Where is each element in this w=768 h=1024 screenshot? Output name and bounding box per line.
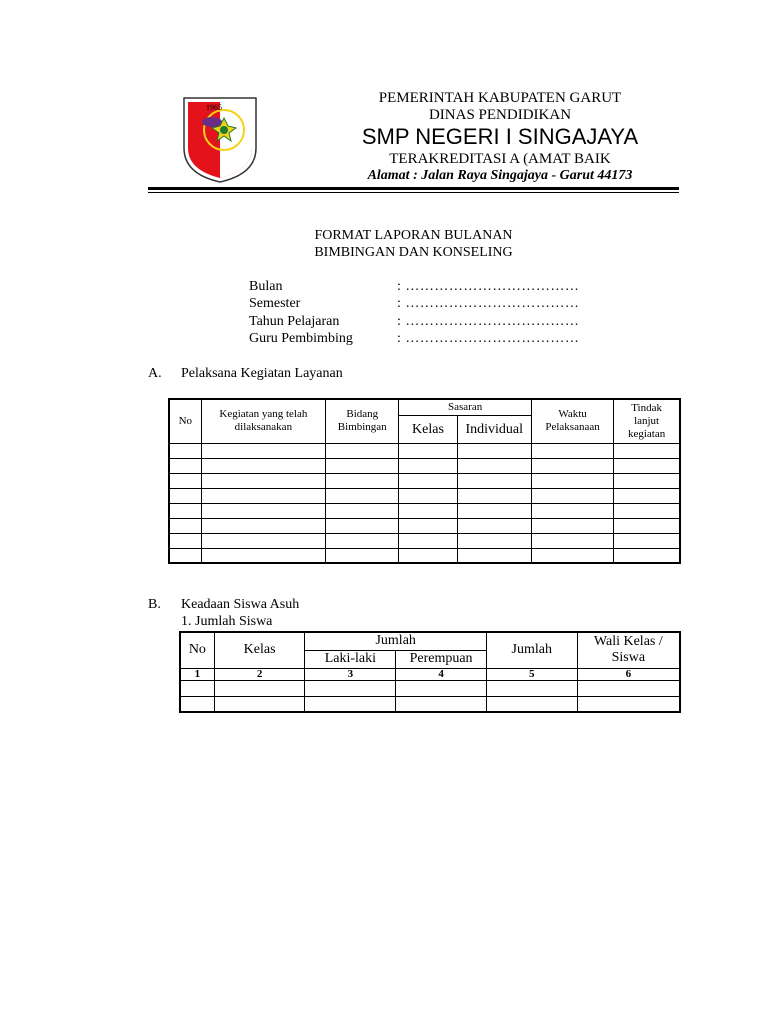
table-cell[interactable] (614, 548, 680, 563)
table-cell[interactable] (399, 533, 457, 548)
table-cell[interactable] (214, 696, 305, 712)
table-cell[interactable] (169, 503, 201, 518)
table-cell[interactable] (531, 443, 613, 458)
table-row (169, 548, 680, 563)
table-cell[interactable] (169, 518, 201, 533)
table-row (169, 533, 680, 548)
table-cell[interactable] (531, 518, 613, 533)
document-subtitle: BIMBINGAN DAN KONSELING (314, 245, 513, 260)
field-value-bulan[interactable]: : ……………………………… (397, 279, 580, 294)
section-a-letter: A. (148, 366, 162, 381)
student-count-table (179, 631, 681, 713)
table-cell[interactable] (399, 473, 457, 488)
header-rule-thick (148, 187, 679, 190)
colb-num: 6 (577, 668, 680, 680)
table-cell[interactable] (214, 680, 305, 696)
activity-table (168, 398, 681, 564)
table-cell[interactable] (180, 696, 214, 712)
field-value-tahun-pelajaran[interactable]: : ……………………………… (397, 314, 580, 329)
table-cell[interactable] (326, 533, 399, 548)
table-cell[interactable] (577, 680, 680, 696)
colb-perempuan: Perempuan (396, 650, 487, 668)
table-cell[interactable] (326, 473, 399, 488)
table-cell[interactable] (531, 458, 613, 473)
table-cell[interactable] (457, 533, 531, 548)
table-row (169, 488, 680, 503)
table-cell[interactable] (399, 458, 457, 473)
colb-wali-kelas: Wali Kelas / Siswa (577, 632, 680, 668)
colb-jumlah: Jumlah (486, 632, 577, 668)
table-cell[interactable] (396, 696, 487, 712)
col-tindak-lanjut: Tindak lanjut kegiatan (614, 399, 680, 443)
table-cell[interactable] (201, 458, 325, 473)
table-cell[interactable] (326, 518, 399, 533)
table-cell[interactable] (457, 503, 531, 518)
table-cell[interactable] (457, 518, 531, 533)
table-cell[interactable] (326, 458, 399, 473)
colb-num: 5 (486, 668, 577, 680)
table-cell[interactable] (201, 518, 325, 533)
table-cell[interactable] (614, 533, 680, 548)
col-no: No (169, 399, 201, 443)
table-cell[interactable] (169, 488, 201, 503)
student-count-body (180, 680, 680, 712)
table-cell[interactable] (201, 533, 325, 548)
table-cell[interactable] (486, 680, 577, 696)
activity-table-body (169, 443, 680, 563)
col-waktu: Waktu Pelaksanaan (531, 399, 613, 443)
table-cell[interactable] (305, 696, 396, 712)
table-cell[interactable] (531, 533, 613, 548)
col-sasaran: Sasaran (399, 399, 532, 415)
table-cell[interactable] (399, 443, 457, 458)
accreditation-line: TERAKREDITASI A (AMAT BAIK (389, 151, 611, 167)
table-cell[interactable] (614, 473, 680, 488)
section-b-title: Keadaan Siswa Asuh (181, 597, 300, 612)
table-cell[interactable] (531, 488, 613, 503)
colb-jumlah-group: Jumlah (305, 632, 486, 650)
table-cell[interactable] (614, 488, 680, 503)
table-cell[interactable] (457, 473, 531, 488)
table-row (180, 680, 680, 696)
table-cell[interactable] (457, 458, 531, 473)
school-logo (180, 96, 260, 184)
department-line: DINAS PENDIDIKAN (428, 107, 572, 123)
field-label-guru-pembimbing: Guru Pembimbing (249, 331, 353, 346)
section-a-title: Pelaksana Kegiatan Layanan (181, 366, 343, 381)
section-b-letter: B. (148, 597, 161, 612)
table-cell[interactable] (169, 533, 201, 548)
table-cell[interactable] (457, 548, 531, 563)
col-bidang: Bidang Bimbingan (326, 399, 399, 443)
table-cell[interactable] (531, 473, 613, 488)
col-individual: Individual (457, 415, 531, 443)
table-cell[interactable] (201, 503, 325, 518)
colb-num: 1 (180, 668, 214, 680)
table-cell[interactable] (399, 548, 457, 563)
document-title: FORMAT LAPORAN BULANAN (314, 228, 513, 243)
colb-num: 2 (214, 668, 305, 680)
table-cell[interactable] (457, 443, 531, 458)
table-cell[interactable] (457, 488, 531, 503)
table-cell[interactable] (396, 680, 487, 696)
field-label-tahun-pelajaran: Tahun Pelajaran (249, 314, 340, 329)
table-row (169, 443, 680, 458)
school-name: SMP NEGERI I SINGAJAYA (361, 124, 639, 149)
table-cell[interactable] (326, 548, 399, 563)
table-cell[interactable] (614, 443, 680, 458)
table-row (169, 473, 680, 488)
colb-num: 3 (305, 668, 396, 680)
col-kelas: Kelas (399, 415, 457, 443)
table-cell[interactable] (201, 473, 325, 488)
field-label-semester: Semester (249, 296, 301, 311)
section-b-subtitle: 1. Jumlah Siswa (181, 614, 273, 629)
field-label-bulan: Bulan (249, 279, 283, 294)
table-cell[interactable] (169, 443, 201, 458)
table-cell[interactable] (326, 443, 399, 458)
table-row (169, 458, 680, 473)
table-cell[interactable] (201, 488, 325, 503)
colb-kelas: Kelas (214, 632, 305, 668)
table-cell[interactable] (169, 458, 201, 473)
address-line: Alamat : Jalan Raya Singajaya - Garut 44173 (367, 168, 633, 183)
table-cell[interactable] (614, 503, 680, 518)
table-cell[interactable] (531, 503, 613, 518)
logo-year: 1965 (206, 103, 222, 112)
table-cell[interactable] (180, 680, 214, 696)
table-row (169, 503, 680, 518)
table-cell[interactable] (399, 488, 457, 503)
table-cell[interactable] (577, 696, 680, 712)
table-cell[interactable] (531, 548, 613, 563)
col-kegiatan: Kegiatan yang telah dilaksanakan (201, 399, 325, 443)
table-row (180, 696, 680, 712)
table-cell[interactable] (399, 518, 457, 533)
colb-num: 4 (396, 668, 487, 680)
table-cell[interactable] (201, 443, 325, 458)
colb-laki-laki: Laki-laki (305, 650, 396, 668)
table-cell[interactable] (614, 518, 680, 533)
table-cell[interactable] (326, 503, 399, 518)
table-cell[interactable] (486, 696, 577, 712)
table-cell[interactable] (201, 548, 325, 563)
field-value-guru-pembimbing[interactable]: : ……………………………… (397, 331, 580, 346)
table-cell[interactable] (326, 488, 399, 503)
table-cell[interactable] (399, 503, 457, 518)
government-line: PEMERINTAH KABUPATEN GARUT (378, 90, 622, 106)
table-cell[interactable] (169, 473, 201, 488)
field-value-semester[interactable]: : ……………………………… (397, 296, 580, 311)
table-cell[interactable] (169, 548, 201, 563)
colb-no: No (180, 632, 214, 668)
header-rule-thin (148, 192, 679, 193)
table-cell[interactable] (614, 458, 680, 473)
table-row (169, 518, 680, 533)
table-cell[interactable] (305, 680, 396, 696)
